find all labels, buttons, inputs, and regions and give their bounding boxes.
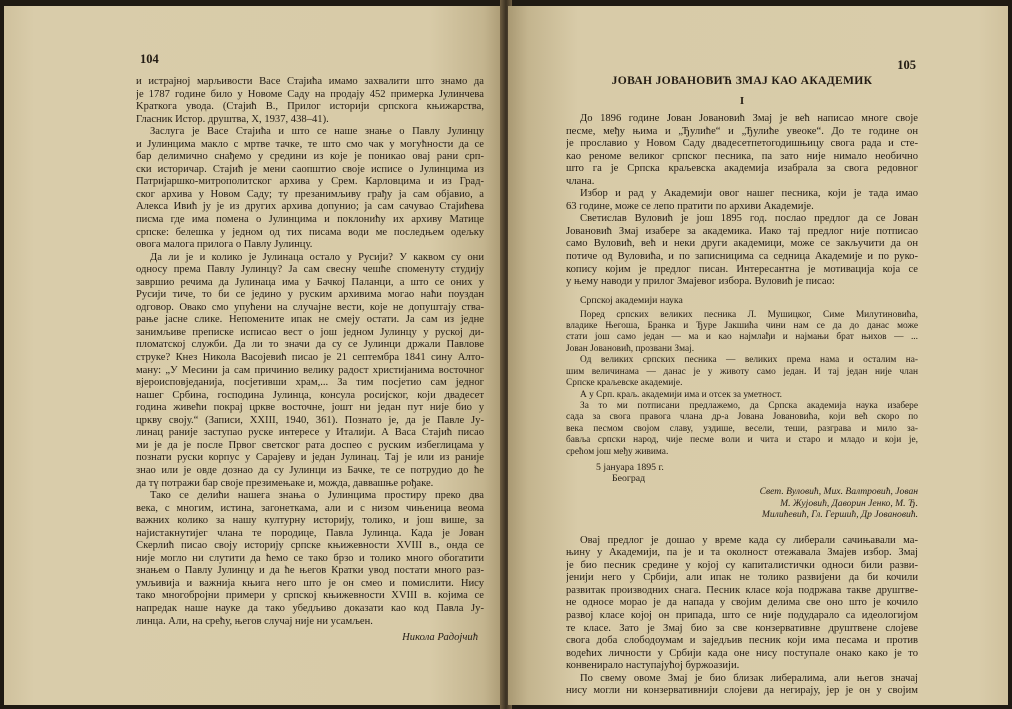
letter-date-block (596, 462, 918, 484)
text-line: ског архива у Новом Саду; ту презанимљиву грађу ја сам објавио, а (136, 188, 484, 200)
text-line: срећом још међу живима. (566, 446, 669, 457)
text-line: Од великих српских песника — великих према нама и осталим на- (580, 355, 918, 366)
text-line: владике Његоша, Бранка и Ђуре Јакшића чини нам се да до данас може (566, 321, 918, 332)
text-line: бар делимично снађемо у средини из које је поникао овај рани срп- (136, 151, 484, 163)
text-line: Јовановић Змај изабере за академика. Иако тај предлог није потписао (566, 225, 918, 237)
text-line: тако многобројни примери у српској књижевности XVIII в. којима се (136, 590, 484, 602)
signer-line: Свет. Вуловић, Мих. Валтровић, Јован (759, 485, 918, 497)
text-line: струке? Кнез Никола Васојевић писао је 21 септембра 1841 сину Алто- (136, 352, 484, 364)
text-line: Тако се делићи нашега знања о Јулинцима простиру преко два (150, 490, 484, 502)
text-line: је 1787 године било у Новоме Саду на продају 452 примерка Јулинчева (136, 88, 484, 100)
text-line: линца. Али, на срећу, његов случај није ни усамљен. (136, 615, 373, 627)
text-line: те класе. Зато је Змај био за све конзервативне друштвене слојеве (566, 622, 918, 634)
text-line: Русији тиче, то би се једино у руским архивима могао наћи поуздан (136, 289, 484, 301)
text-line: напредак наше науке да тако убедљиво доказати као код Павла Ју- (136, 602, 484, 614)
text-line: За то ми потписани предлажемо, да Српска академија наука изабере (580, 400, 918, 411)
text-line: Српске краљевске академије. (566, 378, 683, 389)
text-line: и истрајној марљивости Васе Стајића имамо захвалити што знамо да (136, 76, 484, 87)
text-line: развој класе којој он припада, што се није подударало са идеологијом (566, 610, 918, 621)
text-line: не односе морао је да напада у својим делима све оно што је кочило (566, 597, 918, 609)
text-line: што га је Српска краљевска академија изабрала за свога редовног (566, 163, 918, 175)
text-line: Kраткога увода. (Стајић В., Прилог историји српскога књижарства, (136, 101, 484, 113)
text-line: века, с многим, истина, загонеткама, али и с низом чињеница веома (136, 502, 484, 514)
signer-line: Милићевић, Гл. Гершић, Др Јовановић. (761, 509, 918, 521)
text-line: у њему наводи у прилог Змајевог избора. Вуловић је писао: (566, 276, 835, 288)
text-line: песме, међу њима и „Ђулиће“ и „Ђулиће увеоке“. До те године он (566, 125, 918, 137)
text-line: занимљиве преписке исписао вест о још једном Јулинцу у руској ди- (136, 326, 484, 338)
text-line: вјероисповједанија, посјетивши храм,... За тим посјетио сам једног (136, 377, 484, 389)
text-line: година живећи покрај цркве восточне, јошт ни један пут није био у (136, 402, 484, 414)
text-line: нашег Србина, господина Јулинца, консула росијског, који двадесет (136, 389, 484, 401)
text-line: српске: белешка у једном од тих писама води ме последњем одељку (136, 226, 484, 238)
text-line: и Јулинцима макло с мртве тачке, те што смо чак у могућности да се (136, 138, 484, 150)
right-page-body-intro (566, 113, 918, 289)
text-line: јенији него у Србији, али ипак не толико развијени да би кочили (566, 572, 918, 584)
text-line: ски историчар. Стајић је мени саопштио своје исписе о Јулинцима из (136, 163, 484, 175)
right-page (508, 6, 1008, 705)
text-line: развитак производних снага. Песник класе која подржава такве друштве- (566, 584, 918, 596)
left-page-body (136, 76, 484, 628)
text-line: њину у Академији, па је и та околност отежавала Змајев избор. Змај (566, 547, 918, 559)
text-line: Да ли је и колико је Јулинаца остало у Русији? У каквом су они (150, 251, 484, 263)
text-line: свога доба слободоумам и заједљив песник који има песама и против (566, 635, 918, 647)
letter-signers (566, 486, 918, 521)
text-line: копису којим је предлог писан. Интересантна је мотивација која се (566, 263, 918, 275)
letter-address: Српској академији наука (580, 294, 683, 306)
text-line: А у Срп. краљ. академији има и отсек за уметност. (580, 389, 782, 400)
text-line: Овај предлог је дошао у време када су либерали сачињавали ма- (580, 534, 918, 546)
text-line: шим величинама — данас је у животу само један. И тај један није члан (566, 366, 918, 377)
text-line: ми је да је после Првог светског рата доспео с руским избеглицама у (136, 439, 484, 451)
text-line: стати још само један — ма и као најмлађи и најмањи брат њихов — ... (566, 332, 918, 343)
page-number-left: 104 (140, 52, 159, 66)
text-line: водећих личности у Србији када оне нису поступале онако како је то (566, 647, 918, 659)
text-line: Алекса Ивић ју је из других архива допунио; ја сам сачувао Стајићева (136, 201, 484, 213)
text-line: члана. (566, 175, 595, 187)
letter-quote (566, 310, 918, 458)
text-line: Скерлић писао своју историју српске књижевности XVIII в., онда се (136, 540, 484, 552)
right-page-body-continued (566, 535, 918, 698)
text-line: да тү потражи бар своје презимењаке и, можда, даввашње рођаке. (136, 477, 434, 489)
left-page (4, 6, 504, 705)
text-line: није могло ни слутити да ћемо се тако брзо и толико много обогатити (136, 552, 484, 564)
author-signature: Никола Радојчић (402, 632, 478, 644)
text-line: важних колико за нашу културну историју, толико, и још више, за (136, 515, 484, 527)
text-line: Заслуга је Васе Стајића и што се наше знање о Павлу Јулинцу (150, 126, 484, 138)
signer-line: М. Жујовић, Даворин Јенко, М. Ђ. (780, 497, 918, 509)
text-line: писма где има помена о Јулинцима и поклонићу их архиву Матице (136, 214, 484, 226)
text-line: цркву своју.“ (Записи, XXIII, 1940, 361). Познато је, да је Павле Ју- (136, 414, 484, 426)
text-line: конвенирало наступајућој буржоазији. (566, 660, 740, 672)
text-line: линац раније заступао руске интересе у Италији. А Васа Стајић писао (136, 427, 484, 439)
text-line: је био песник средине у којој су капиталистички односи били разви- (566, 559, 918, 571)
letter-place: Београд (612, 472, 646, 484)
text-line: Поред српских великих песника Л. Мушицког, Симе Милутиновића, (580, 309, 918, 320)
page-number-right: 105 (897, 58, 916, 72)
text-line: века песмом својом славу, уздише, весели, теши, разграва и мило за- (566, 423, 918, 434)
text-line: познати руски корпус у Сарајеву и један Јулинац. Тај је или из раније (136, 452, 484, 464)
text-line: сада за свога правога члана др-а Јована Јовановића, који већ скоро по (566, 412, 918, 423)
text-line: Избор и рад у Академији овог нашег песника, који је тада имао (580, 188, 918, 200)
text-line: До 1896 године Јован Јовановић Змај је већ написао многе своје (580, 113, 918, 124)
text-line: односу према Павлу Јулинцу? Ја сам свесну чешће споменуту студију (136, 264, 484, 276)
letter-date: 5 јануара 1895 г. (596, 461, 664, 473)
text-line: 63 године, може се лепо пратити по архиви Академије. (566, 200, 814, 212)
text-line: нису могли ни конзервативнији слојеви да негирају, јер је он у својим (566, 685, 918, 697)
text-line: Патријаршко-митрополитског архива у Срем. Карловцима и из Град- (136, 176, 484, 188)
text-line: овога малога прилога о Павлу Јулинцу. (136, 239, 313, 251)
text-line: знањем о Павлу Јулинцу и да ће његов Кратки увод постати много раз- (136, 565, 484, 577)
text-line: знао или је овде дознао да су Јулинци из Бачке, те се потрудио до ће (136, 464, 484, 476)
section-number: I (739, 95, 745, 107)
text-line: Јован Јовановић, прозвани Змај. (566, 343, 695, 354)
text-line: умљивија и важнија књига него што је он смео и помислити. Нису (136, 577, 484, 589)
text-line: Гласник Истор. друштва, X, 1937, 438–41). (136, 113, 329, 125)
text-line: само Вуловић, већ и неки други академици, може се закључити да он (566, 238, 918, 250)
text-line: најистакнутијег члана те породице, Павла Јулинца. Када је Јован (136, 527, 484, 539)
text-line: потиче од Вуловића, и по записницима са седница Академије и по руко- (566, 251, 918, 263)
text-line: бавља српски народ, чије песме воли и чита и старо и младо и који је, (566, 435, 918, 446)
text-line: одговор. Овако смо упућени на случајне вести, које не допуштају ства- (136, 301, 484, 313)
text-line: пломатској служби. Да ли то значи да су се Јулинци држали Павлове (136, 339, 484, 351)
chapter-title: ЈОВАН ЈОВАНОВИЋ ЗМАЈ КАО АКАДЕМИК (611, 74, 873, 87)
text-line: као реноме великог српског песника, па зато није нимало необично (566, 150, 918, 162)
text-line: завршио речима да Јулинаца има у Бачкој Паланци, а што се оних у (136, 276, 484, 288)
text-line: је прославио у Новом Саду двадесетпетогодишњицу свога рада и сте- (566, 138, 918, 150)
text-line: рање јасне слике. Непомените ипак не смеју остати. Ја сам из једне (136, 314, 484, 326)
text-line: По свему овоме Змај је био близак либералима, али његов значај (580, 672, 918, 684)
text-line: ману: „У Месини ја сам причинио велику радост христијанима восточног (136, 364, 484, 376)
text-line: Светислав Вуловић је још 1895 год. послао предлог да се Јован (580, 213, 918, 225)
